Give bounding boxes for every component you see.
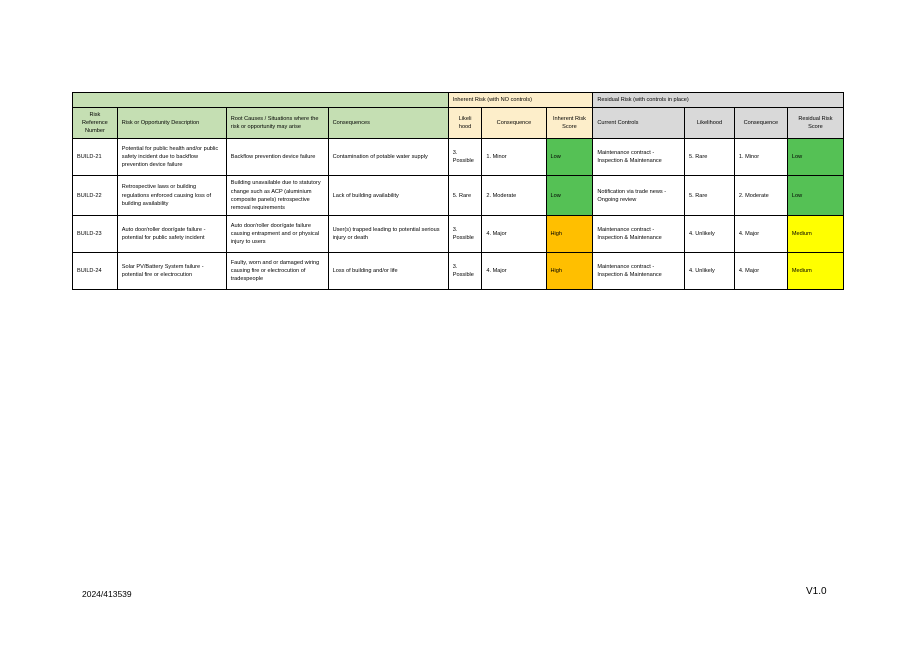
cell-inherent-consequence: 1. Minor bbox=[482, 139, 546, 176]
column-header-root-causes: Root Causes / Situations where the risk or opportunity may arise bbox=[226, 108, 328, 139]
cell-residual-risk-score: Low bbox=[787, 139, 843, 176]
column-header-inherent-risk-score: Inherent Risk Score bbox=[546, 108, 593, 139]
column-header-residual-risk-score: Residual Risk Score bbox=[787, 108, 843, 139]
cell-current-controls: Maintenance contract - Inspection & Maintenance bbox=[593, 252, 685, 289]
group-header-residual-risk: Residual Risk (with controls in place) bbox=[593, 93, 844, 108]
risk-register-table bbox=[72, 92, 844, 290]
cell-residual-likelihood: 5. Rare bbox=[685, 139, 735, 176]
cell-current-controls: Notification via trade news - Ongoing review bbox=[593, 176, 685, 215]
cell-inherent-consequence: 4. Major bbox=[482, 215, 546, 252]
cell-inherent-risk-score: Low bbox=[546, 176, 593, 215]
column-header-inherent-likelihood: Likeli hood bbox=[448, 108, 482, 139]
group-header-blank bbox=[73, 93, 449, 108]
cell-residual-risk-score: Medium bbox=[787, 215, 843, 252]
table-row bbox=[73, 176, 844, 215]
cell-risk-description: Auto door/roller door/gate failure - potential for public safety incident bbox=[117, 215, 226, 252]
cell-root-causes: Backflow prevention device failure bbox=[226, 139, 328, 176]
cell-consequences: Loss of building and/or life bbox=[328, 252, 448, 289]
cell-root-causes: Faulty, worn and or damaged wiring causing fire or electrocution of tradespeople bbox=[226, 252, 328, 289]
column-header-inherent-consequence: Consequence bbox=[482, 108, 546, 139]
cell-inherent-risk-score: Low bbox=[546, 139, 593, 176]
column-header-current-controls: Current Controls bbox=[593, 108, 685, 139]
cell-risk-description: Potential for public health and/or public safety incident due to backflow prevention device failure bbox=[117, 139, 226, 176]
column-header-risk-description: Risk or Opportunity Description bbox=[117, 108, 226, 139]
cell-residual-risk-score: Low bbox=[787, 176, 843, 215]
cell-residual-risk-score: Medium bbox=[787, 252, 843, 289]
cell-risk-reference: BUILD-24 bbox=[73, 252, 118, 289]
cell-residual-consequence: 4. Major bbox=[734, 215, 787, 252]
cell-consequences: Lack of building availability bbox=[328, 176, 448, 215]
cell-residual-consequence: 1. Minor bbox=[734, 139, 787, 176]
cell-residual-consequence: 4. Major bbox=[734, 252, 787, 289]
cell-risk-description: Retrospective laws or building regulations enforced causing loss of building availability bbox=[117, 176, 226, 215]
document-reference-number: 2024/413539 bbox=[82, 589, 132, 599]
table-group-header-row bbox=[73, 93, 844, 108]
cell-current-controls: Maintenance contract - Inspection & Maintenance bbox=[593, 215, 685, 252]
cell-inherent-likelihood: 3. Possible bbox=[448, 252, 482, 289]
cell-residual-likelihood: 4. Unlikely bbox=[685, 252, 735, 289]
table-row bbox=[73, 215, 844, 252]
column-header-risk-reference-number: Risk Reference Number bbox=[73, 108, 118, 139]
cell-inherent-likelihood: 3. Possible bbox=[448, 139, 482, 176]
cell-inherent-likelihood: 3. Possible bbox=[448, 215, 482, 252]
cell-inherent-likelihood: 5. Rare bbox=[448, 176, 482, 215]
table-row bbox=[73, 139, 844, 176]
column-header-residual-consequence: Consequence bbox=[734, 108, 787, 139]
cell-inherent-consequence: 2. Moderate bbox=[482, 176, 546, 215]
column-header-residual-likelihood: Likelihood bbox=[685, 108, 735, 139]
cell-inherent-risk-score: High bbox=[546, 252, 593, 289]
cell-inherent-risk-score: High bbox=[546, 215, 593, 252]
cell-residual-likelihood: 4. Unlikely bbox=[685, 215, 735, 252]
cell-root-causes: Auto door/roller door/gate failure causing entrapment and or physical injury to users bbox=[226, 215, 328, 252]
cell-risk-reference: BUILD-21 bbox=[73, 139, 118, 176]
cell-current-controls: Maintenance contract - Inspection & Maintenance bbox=[593, 139, 685, 176]
cell-risk-reference: BUILD-22 bbox=[73, 176, 118, 215]
group-header-inherent-risk: Inherent Risk (with NO controls) bbox=[448, 93, 593, 108]
cell-risk-description: Solar PV/Battery System failure - potential fire or electrocution bbox=[117, 252, 226, 289]
table-row bbox=[73, 252, 844, 289]
cell-inherent-consequence: 4. Major bbox=[482, 252, 546, 289]
column-header-consequences: Consequences bbox=[328, 108, 448, 139]
cell-consequences: User(s) trapped leading to potential serious injury or death bbox=[328, 215, 448, 252]
cell-risk-reference: BUILD-23 bbox=[73, 215, 118, 252]
cell-root-causes: Building unavailable due to statutory change such as ACP (aluminium composite panels) retrospective removal requirements bbox=[226, 176, 328, 215]
document-version: V1.0 bbox=[806, 586, 827, 597]
table-column-header-row bbox=[73, 108, 844, 139]
cell-consequences: Contamination of potable water supply bbox=[328, 139, 448, 176]
cell-residual-likelihood: 5. Rare bbox=[685, 176, 735, 215]
cell-residual-consequence: 2. Moderate bbox=[734, 176, 787, 215]
